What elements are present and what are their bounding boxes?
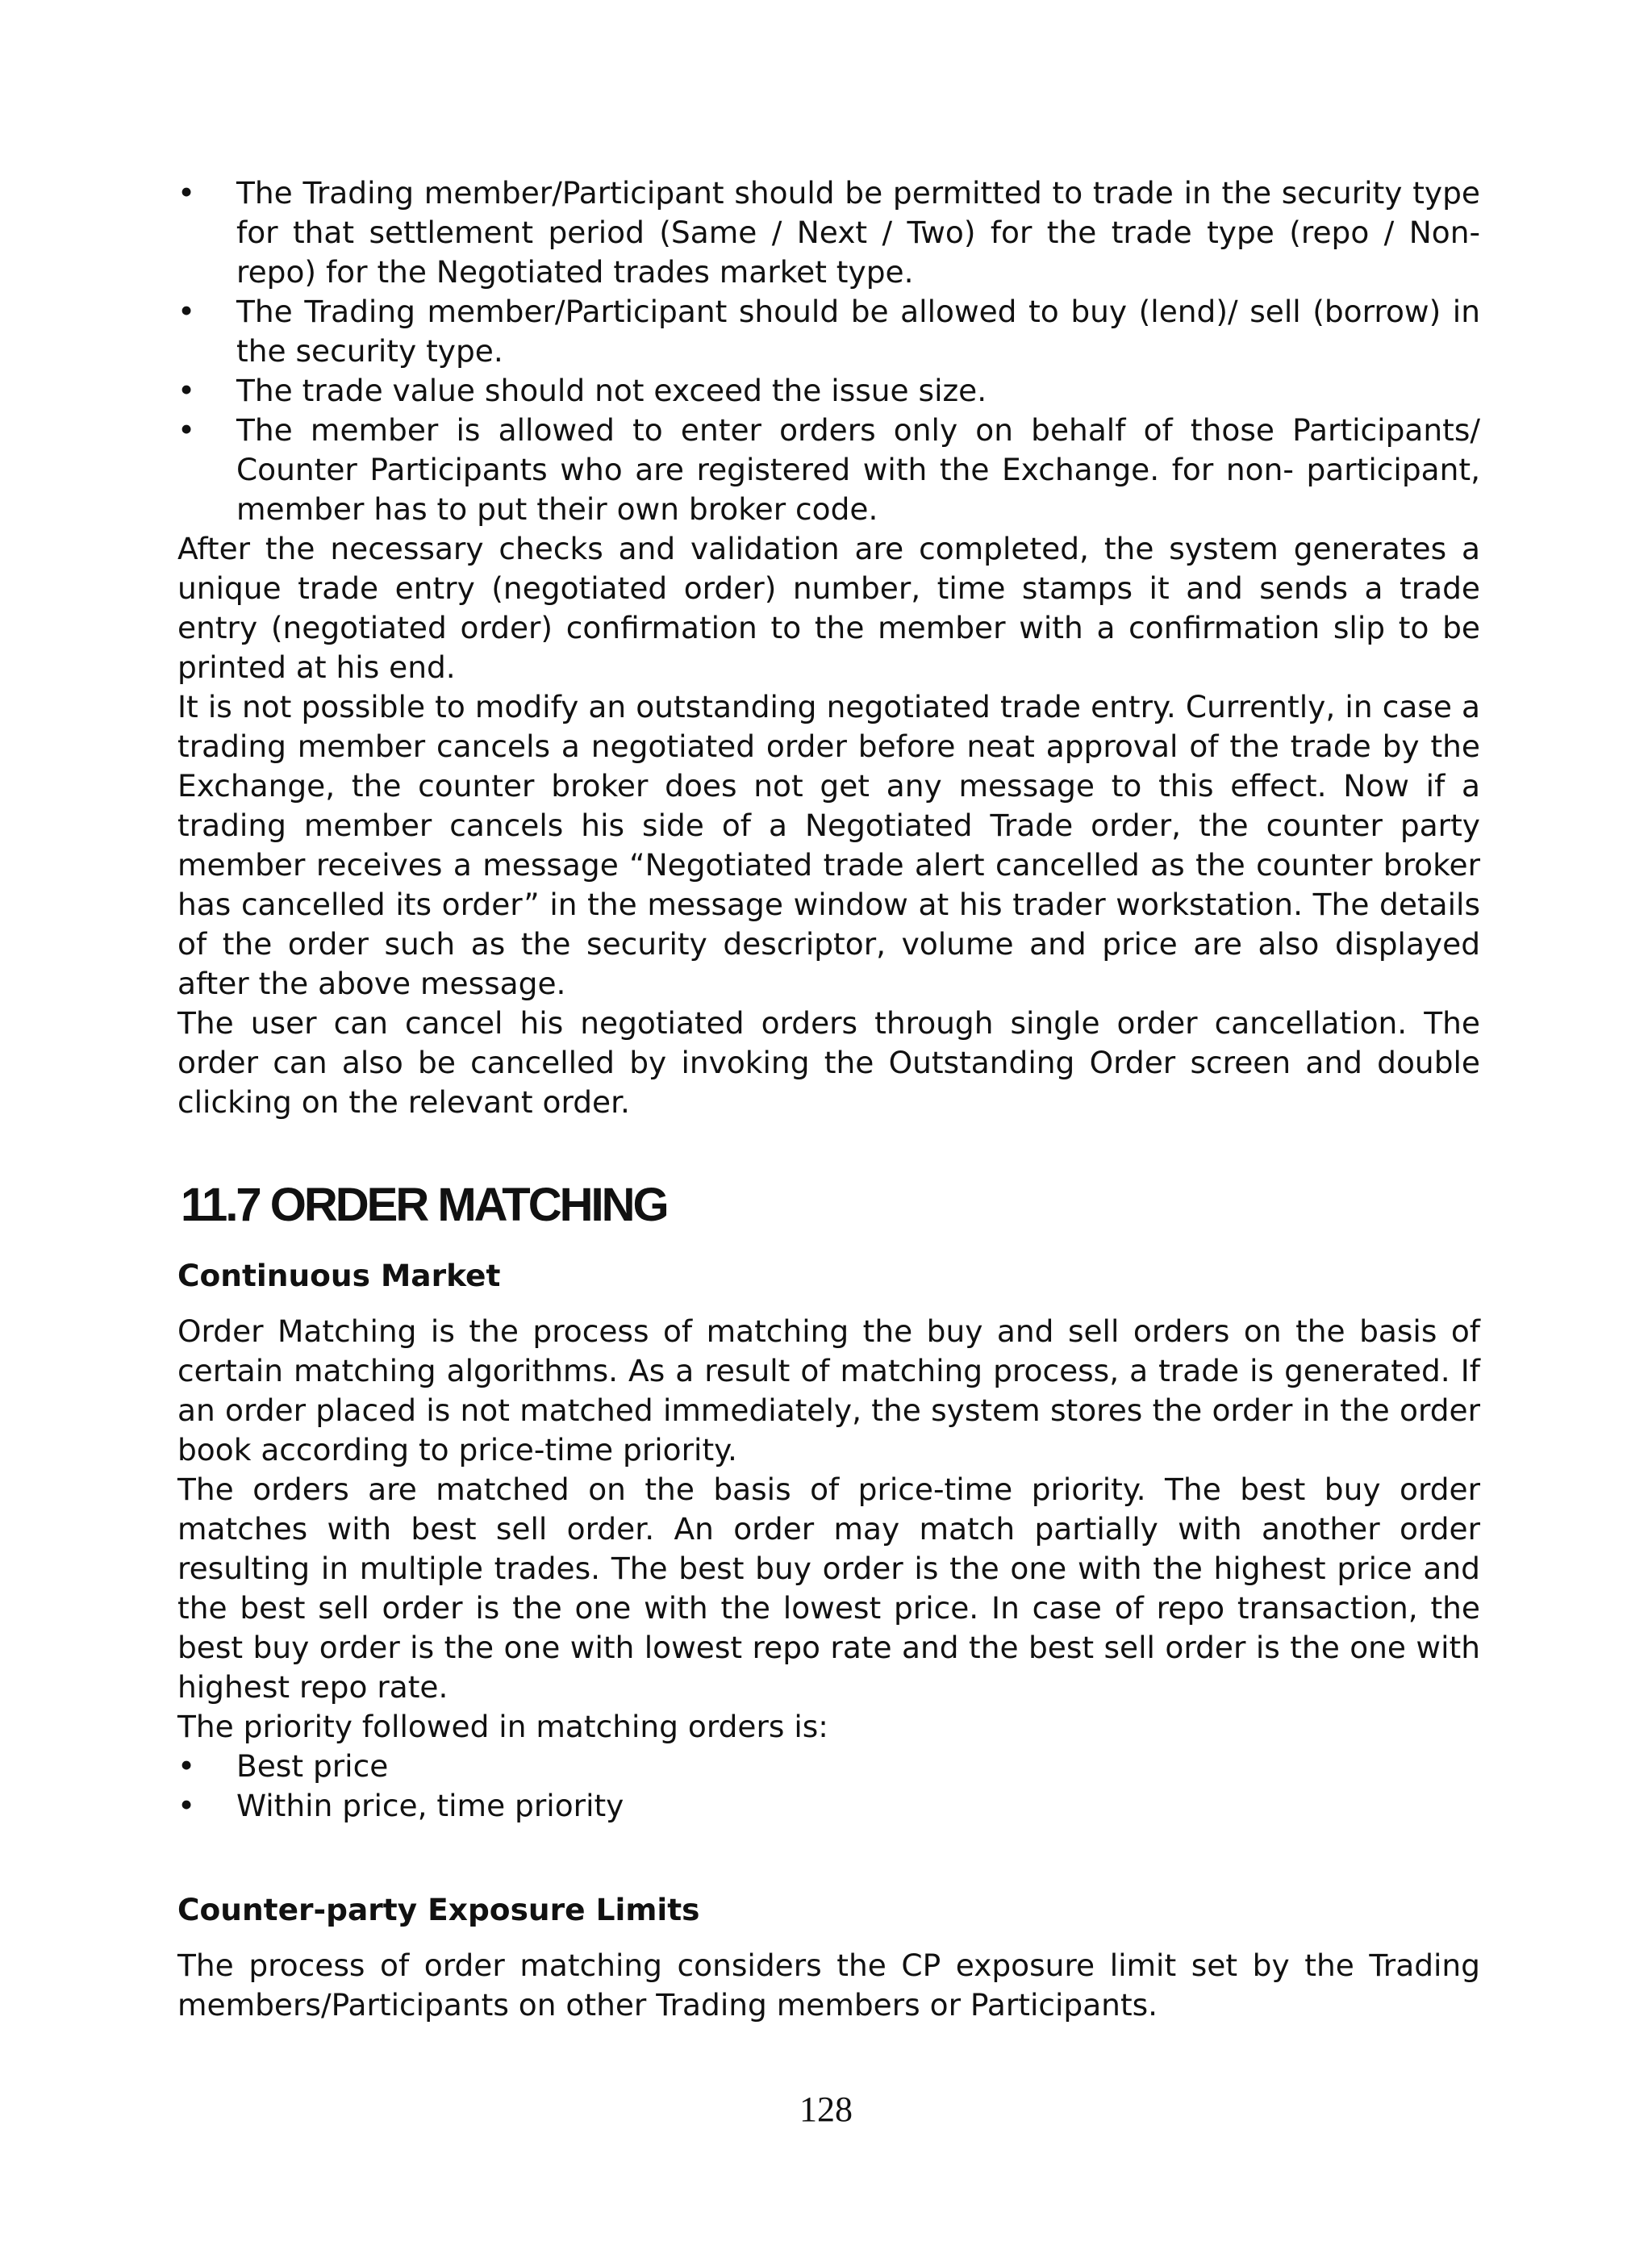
subheading-continuous-market: Continuous Market [177, 1258, 501, 1293]
bullet-symbol: • [177, 294, 196, 329]
section-heading: 11.7 ORDER MATCHING [181, 1179, 667, 1231]
bullet-text: The Trading member/Participant should be allowed to buy (lend)/ sell (borrow) in the security type. [236, 294, 1480, 369]
validation-bullet-list [177, 173, 1480, 529]
bullet-item [177, 173, 1480, 292]
bullet-symbol: • [177, 1788, 196, 1823]
bullet-text: The Trading member/Participant should be permitted to trade in the security type for that settlement period (Same / Next / Two) for the trade type (repo / Non-repo) for the Negotiated trades market type. [236, 175, 1480, 290]
paragraph-modify: It is not possible to modify an outstanding negotiated trade entry. Currently, in case a trading member cancels a negotiated order before neat approval of the trade by the Exchange, the counter broker does not get any message to this effect. Now if a trading member cancels his side of a Negotiated Trade order, the counter party member receives a message “Negotiated trade alert cancelled as the counter broker has cancelled its order” in the message window at his trader workstation. The details of the order such as the security descriptor, volume and price are also displayed after the above message. [177, 689, 1480, 1001]
subheading-counter-party: Counter-party Exposure Limits [177, 1892, 700, 1927]
paragraph-validation: After the necessary checks and validation are completed, the system generates a unique trade entry (negotiated order) number, time stamps it and sends a trade entry (negotiated order) confirmation to the member with a confirmation slip to be printed at his end. [177, 531, 1480, 685]
paragraph-priority: The priority followed in matching orders is: [177, 1709, 828, 1744]
bullet-item [177, 371, 1480, 411]
page-number: 128 [799, 2090, 853, 2129]
bullet-item [177, 292, 1480, 371]
bullet-item [177, 411, 1480, 529]
paragraph-cp-exposure: The process of order matching considers the CP exposure limit set by the Trading members/Participants on other Trading members or Participants. [177, 1948, 1480, 2023]
bullet-text: The member is allowed to enter orders only on behalf of those Participants/ Counter Participants who are registered with the Exchange. for non- participant, member has to put their own broker code. [236, 412, 1480, 527]
paragraph-price-time: The orders are matched on the basis of price-time priority. The best buy order matches with best sell order. An order may match partially with another order resulting in multiple trades. The best buy order is the one with the highest price and the best sell order is the one with the lowest price. In case of repo transaction, the best buy order is the one with lowest repo rate and the best sell order is the one with highest repo rate. [177, 1472, 1480, 1705]
bullet-item [177, 1747, 1480, 1786]
bullet-item [177, 1786, 1480, 1826]
paragraph-cancel: The user can cancel his negotiated orders through single order cancellation. The order can also be cancelled by invoking the Outstanding Order screen and double clicking on the relevant order. [177, 1005, 1480, 1120]
bullet-symbol: • [177, 373, 196, 408]
document-page [177, 173, 1480, 2025]
bullet-text: Within price, time priority [236, 1788, 624, 1823]
bullet-symbol: • [177, 175, 196, 211]
bullet-text: Best price [236, 1748, 389, 1784]
paragraph-order-matching: Order Matching is the process of matching the buy and sell orders on the basis of certain matching algorithms. As a result of matching process, a trade is generated. If an order placed is not matched immediately, the system stores the order in the order book according to price-time priority. [177, 1313, 1480, 1468]
bullet-symbol: • [177, 412, 196, 448]
bullet-symbol: • [177, 1748, 196, 1784]
priority-bullet-list [177, 1747, 1480, 1826]
bullet-text: The trade value should not exceed the issue size. [236, 373, 987, 408]
